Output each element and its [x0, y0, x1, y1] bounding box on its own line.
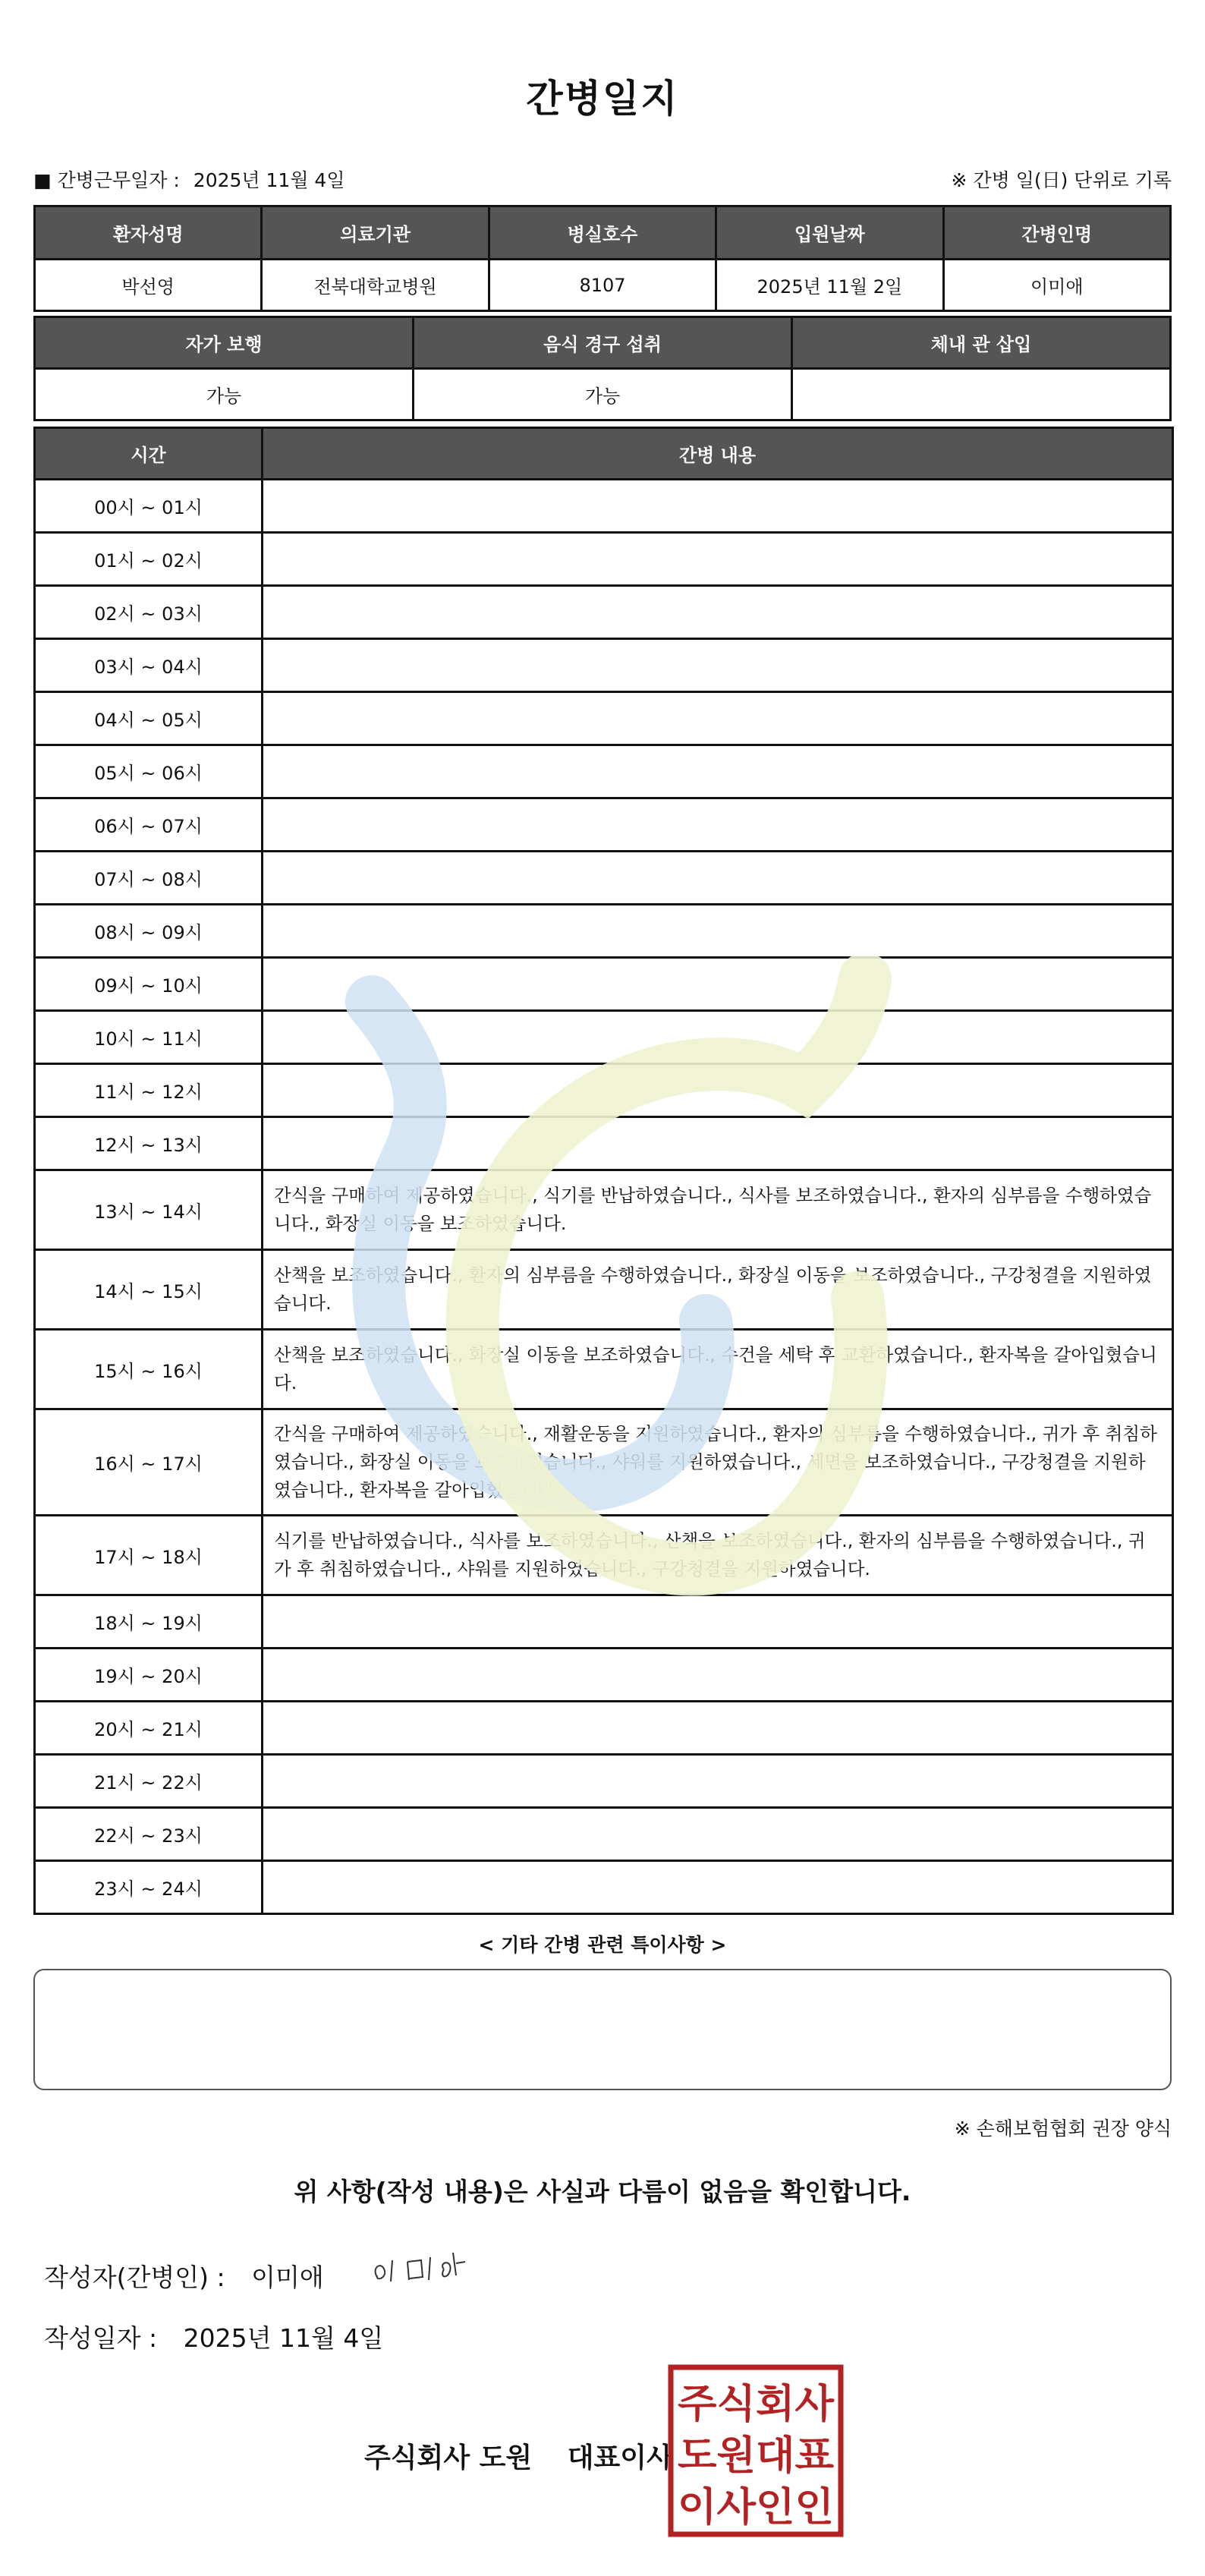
- log-row: [35, 480, 1173, 533]
- log-content: [263, 798, 1173, 852]
- header-patient-name: 환자성명: [35, 206, 262, 260]
- ability-table: [33, 316, 1172, 421]
- header-self-walking: 자가 보행: [35, 317, 414, 369]
- log-content: 산책을 보조하였습니다., 환자의 심부름을 수행하였습니다., 화장실 이동을 보조하였습니다., 구강청결을 지원하였습니다.: [263, 1250, 1173, 1330]
- log-time: 14시 ~ 15시: [35, 1250, 263, 1330]
- company-line: [364, 2436, 673, 2475]
- writer-line: [44, 2258, 324, 2294]
- log-time: 04시 ~ 05시: [35, 692, 263, 745]
- log-row: [35, 692, 1173, 745]
- hospital-name: 전북대학교병원: [262, 260, 489, 311]
- log-time: 19시 ~ 20시: [35, 1649, 263, 1702]
- log-content: 산책을 보조하였습니다., 화장실 이동을 보조하였습니다., 수건을 세탁 후 교환하였습니다., 환자복을 갈아입혔습니다.: [263, 1330, 1173, 1409]
- caregiver-name: 이미애: [943, 260, 1170, 311]
- special-notes-box: [33, 1969, 1172, 2090]
- log-row: [35, 852, 1173, 905]
- log-row: [35, 533, 1173, 586]
- oral-intake-value: 가능: [414, 369, 792, 420]
- log-content: [263, 1755, 1173, 1808]
- log-time: 15시 ~ 16시: [35, 1330, 263, 1409]
- header-admission-date: 입원날짜: [716, 206, 943, 260]
- patient-info-table: [33, 205, 1172, 312]
- log-row: [35, 1170, 1173, 1250]
- log-body: [35, 480, 1173, 1914]
- header-hospital: 의료기관: [262, 206, 489, 260]
- written-date-label: 작성일자 :: [44, 2323, 158, 2353]
- header-care-content: 간병 내용: [263, 428, 1173, 480]
- ability-header-row: [35, 317, 1171, 369]
- log-row: [35, 1702, 1173, 1755]
- room-number: 8107: [489, 260, 716, 311]
- log-row: [35, 586, 1173, 639]
- log-row: [35, 639, 1173, 692]
- log-content: [263, 692, 1173, 745]
- patient-value-row: [35, 260, 1171, 311]
- log-content: [263, 1117, 1173, 1170]
- work-date: [33, 165, 345, 193]
- log-time: 21시 ~ 22시: [35, 1755, 263, 1808]
- log-row: [35, 1409, 1173, 1516]
- log-time: 00시 ~ 01시: [35, 480, 263, 533]
- document-title: 간병일지: [526, 77, 679, 121]
- log-content: 식기를 반납하였습니다., 식사를 보조하였습니다., 산책을 보조하였습니다., 환자의 심부름을 수행하였습니다., 귀가 후 취침하였습니다., 샤워를 지원하였습니다., 구강청결을 지원하였습니다.: [263, 1516, 1173, 1595]
- log-row: [35, 1250, 1173, 1330]
- header-time: 시간: [35, 428, 263, 480]
- log-content: 간식을 구매하여 제공하였습니다., 재활운동을 지원하였습니다., 환자의 심부름을 수행하였습니다., 귀가 후 취침하였습니다., 화장실 이동을 보조하였습니다., 샤워를 지원하였습니다., 세면을 보조하였습니다., 구강청결을 지원하였습니다., 환자복을 갈아입혔습니다.: [263, 1409, 1173, 1516]
- log-content: [263, 745, 1173, 798]
- log-time: 06시 ~ 07시: [35, 798, 263, 852]
- log-time: 01시 ~ 02시: [35, 533, 263, 586]
- seal-line-1: 주식회사: [678, 2382, 835, 2427]
- confirmation-statement: 위 사항(작성 내용)은 사실과 다름이 없음을 확인합니다.: [294, 2177, 911, 2206]
- log-time: 05시 ~ 06시: [35, 745, 263, 798]
- log-row: [35, 1808, 1173, 1861]
- log-row: [35, 1117, 1173, 1170]
- log-time: 16시 ~ 17시: [35, 1409, 263, 1516]
- log-row: [35, 798, 1173, 852]
- company-seal: [668, 2364, 844, 2537]
- log-row: [35, 745, 1173, 798]
- patient-header-row: [35, 206, 1171, 260]
- log-content: [263, 1702, 1173, 1755]
- log-time: 20시 ~ 21시: [35, 1702, 263, 1755]
- log-row: [35, 1516, 1173, 1595]
- log-time: 18시 ~ 19시: [35, 1595, 263, 1649]
- log-time: 11시 ~ 12시: [35, 1064, 263, 1117]
- care-log-table: [33, 427, 1174, 1915]
- header-oral-intake: 음식 경구 섭취: [414, 317, 792, 369]
- log-row: [35, 1011, 1173, 1064]
- tube-insertion-value: [792, 369, 1171, 420]
- log-row: [35, 958, 1173, 1011]
- log-content: [263, 1649, 1173, 1702]
- log-content: [263, 1011, 1173, 1064]
- log-row: [35, 1330, 1173, 1409]
- patient-name: 박선영: [35, 260, 262, 311]
- writer-name: 이미애: [251, 2263, 324, 2292]
- log-time: 02시 ~ 03시: [35, 586, 263, 639]
- seal-line-3: 이사인인: [678, 2485, 834, 2530]
- log-content: [263, 586, 1173, 639]
- admission-date: 2025년 11월 2일: [716, 260, 943, 311]
- log-time: 09시 ~ 10시: [35, 958, 263, 1011]
- written-date-value: 2025년 11월 4일: [183, 2323, 384, 2353]
- company-name: 주식회사 도원: [364, 2442, 533, 2474]
- seal-line-2: 도원대표: [678, 2433, 834, 2479]
- company-rep-title: 대표이사: [567, 2442, 673, 2474]
- header-caregiver-name: 간병인명: [943, 206, 1170, 260]
- written-date-line: [44, 2319, 383, 2354]
- handwritten-signature: [368, 2230, 497, 2298]
- work-date-label: ■ 간병근무일자 :: [33, 169, 180, 191]
- log-row: [35, 1861, 1173, 1914]
- log-content: [263, 852, 1173, 905]
- log-time: 12시 ~ 13시: [35, 1117, 263, 1170]
- header-tube-insertion: 체내 관 삽입: [792, 317, 1171, 369]
- log-content: [263, 1808, 1173, 1861]
- ability-value-row: [35, 369, 1171, 420]
- record-unit-note: ※ 간병 일(日) 단위로 기록: [951, 169, 1172, 191]
- log-row: [35, 1755, 1173, 1808]
- work-date-value: 2025년 11월 4일: [193, 169, 345, 191]
- log-row: [35, 1064, 1173, 1117]
- writer-label: 작성자(간병인) :: [44, 2263, 225, 2292]
- log-time: 08시 ~ 09시: [35, 905, 263, 958]
- log-content: [263, 480, 1173, 533]
- log-content: [263, 1595, 1173, 1649]
- self-walking-value: 가능: [35, 369, 414, 420]
- log-content: [263, 905, 1173, 958]
- special-notes-title: < 기타 간병 관련 특이사항 >: [478, 1934, 727, 1956]
- log-content: [263, 639, 1173, 692]
- log-time: 22시 ~ 23시: [35, 1808, 263, 1861]
- log-row: [35, 905, 1173, 958]
- log-row: [35, 1649, 1173, 1702]
- log-content: [263, 1064, 1173, 1117]
- header-room: 병실호수: [489, 206, 716, 260]
- log-content: [263, 958, 1173, 1011]
- log-time: 17시 ~ 18시: [35, 1516, 263, 1595]
- recommend-note: ※ 손해보험협회 권장 양식: [954, 2118, 1172, 2140]
- log-header-row: [35, 428, 1173, 480]
- log-time: 23시 ~ 24시: [35, 1861, 263, 1914]
- log-time: 07시 ~ 08시: [35, 852, 263, 905]
- log-time: 13시 ~ 14시: [35, 1170, 263, 1250]
- log-content: [263, 533, 1173, 586]
- log-time: 03시 ~ 04시: [35, 639, 263, 692]
- log-row: [35, 1595, 1173, 1649]
- log-content: [263, 1861, 1173, 1914]
- log-content: 간식을 구매하여 제공하였습니다., 식기를 반납하였습니다., 식사를 보조하였습니다., 환자의 심부름을 수행하였습니다., 화장실 이동을 보조하였습니다.: [263, 1170, 1173, 1250]
- log-time: 10시 ~ 11시: [35, 1011, 263, 1064]
